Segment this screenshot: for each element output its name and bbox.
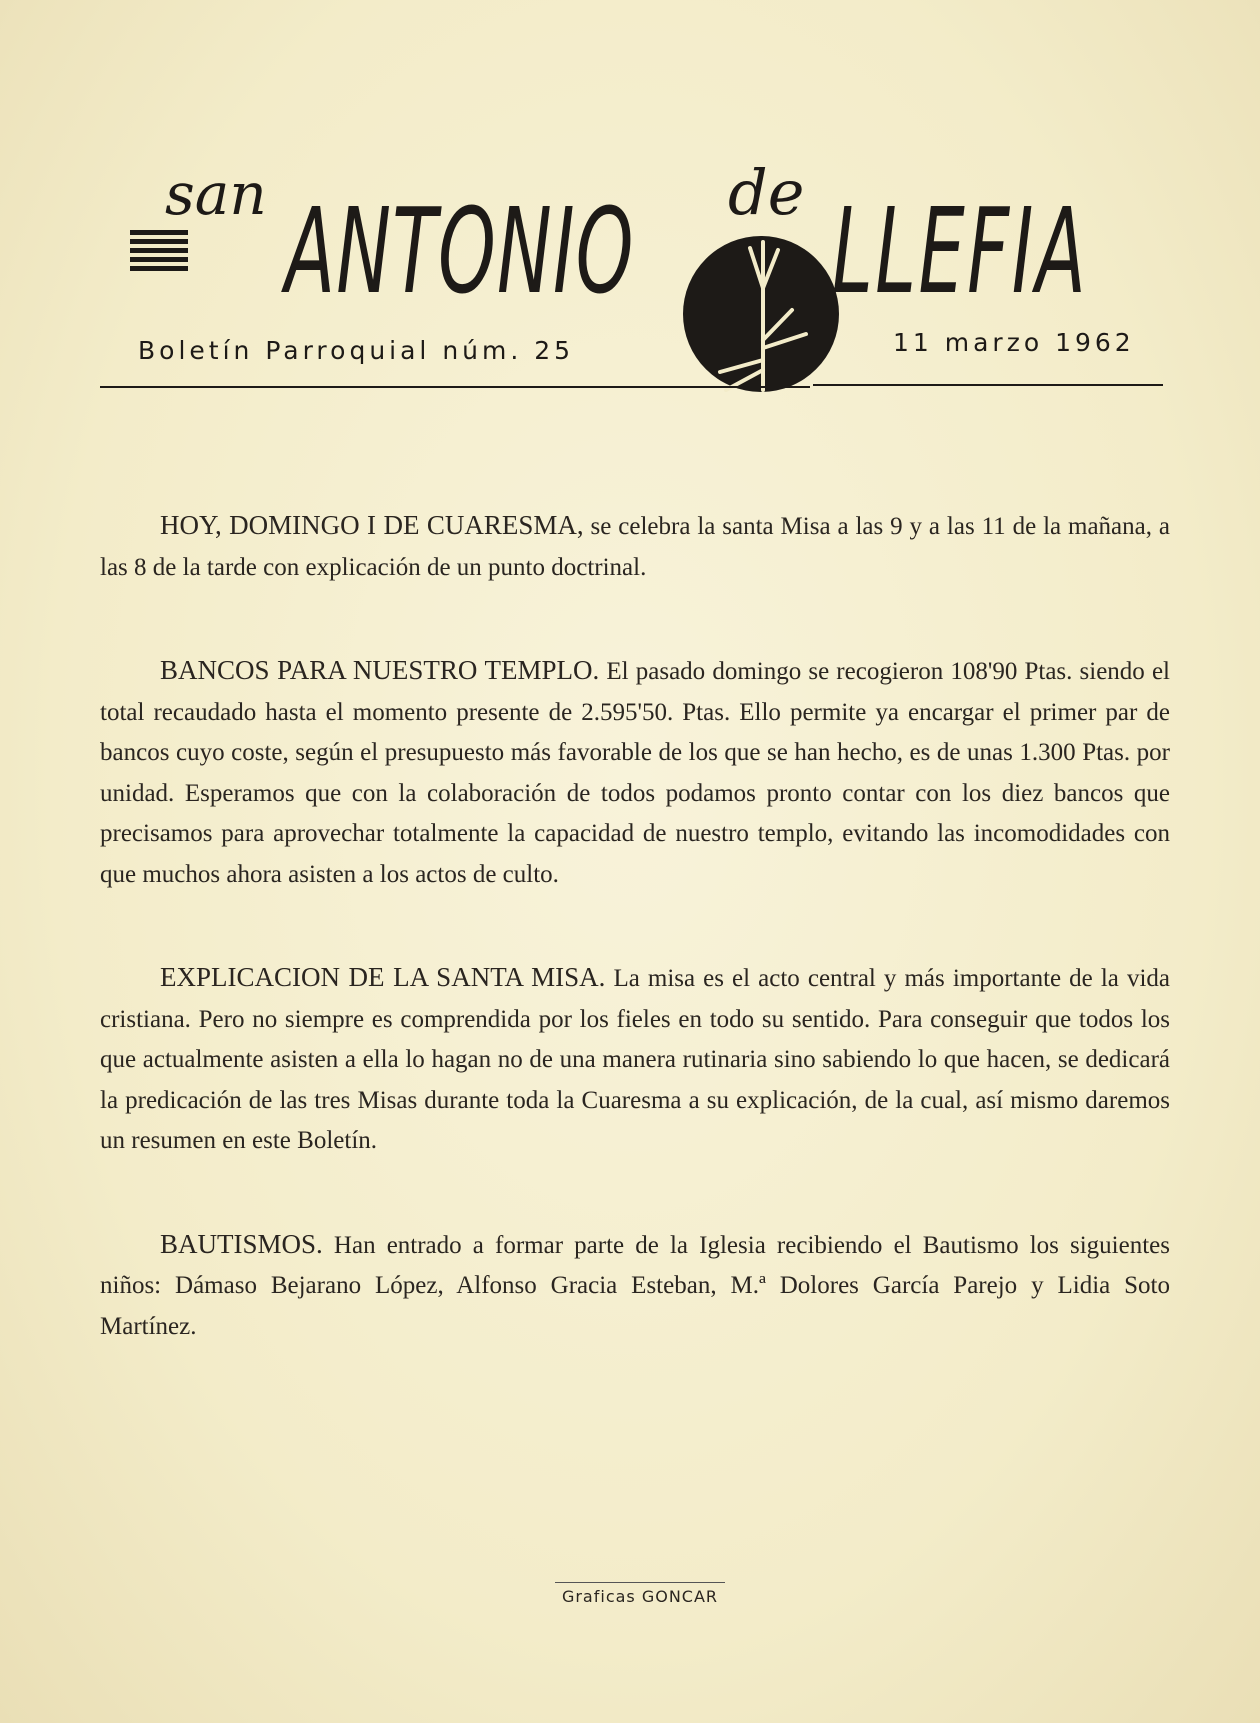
section-heading: BAUTISMOS. <box>160 1228 323 1259</box>
title-llefia: LLEFIA <box>832 182 1089 320</box>
masthead-bars-icon <box>130 230 188 275</box>
footer-rule <box>555 1582 725 1583</box>
palm-branch-emblem-icon <box>680 230 842 395</box>
bulletin-number: Boletín Parroquial núm. 25 <box>138 336 575 365</box>
printer-credit: Graficas GONCAR <box>561 1587 719 1606</box>
title-antonio: ANTONIO <box>285 182 635 320</box>
section-text: La misa es el acto central y más importante de la vida cristiana. Pero no siempre es comprendida por los fieles en todo su sentido. Para conseguir que todos los que actualmente asisten a ella lo hagan no de una manera rutinaria sino sabiendo lo que hacen, se dedicará la predicación de las tres Misas durante toda la Cuaresma a su explicación, de la cual, así mismo daremos un resumen en este Boletín. <box>100 965 1170 1154</box>
section-baptisms <box>100 1224 1170 1348</box>
section-heading: EXPLICACION DE LA SANTA MISA. <box>160 962 606 992</box>
header-rule-right <box>813 384 1163 386</box>
section-mass-schedule <box>100 505 1170 588</box>
bulletin-body <box>100 505 1170 1409</box>
title-san: san <box>165 160 267 228</box>
section-text: El pasado domingo se recogieron 108'90 Ptas. siendo el total recaudado hasta el momento presente de 2.595'50. Ptas. Ello permite ya encargar el primer par de bancos cuyo coste, según el presupuesto más favorable de los que se han hecho, es de unas 1.300 Ptas. por unidad. Esperamos que con la colaboración de todos podamos pronto contar con los diez bancos que precisamos para aprovechar totalmente la capacidad de nuestro templo, evitando las incomodidades con que muchos ahora asisten a los actos de culto. <box>100 658 1170 888</box>
title-de: de <box>728 156 805 229</box>
section-text: se celebra la santa Misa a las 9 y a las 11 de la mañana, a las 8 de la tarde con explicación de un punto doctrinal. <box>100 513 1170 581</box>
section-pews <box>100 650 1170 895</box>
section-heading: HOY, DOMINGO I DE CUARESMA, <box>160 510 584 540</box>
section-heading: BANCOS PARA NUESTRO TEMPLO. <box>160 655 600 685</box>
header-rule-left <box>100 386 810 388</box>
issue-date: 11 marzo 1962 <box>893 328 1135 357</box>
masthead <box>120 120 1160 400</box>
section-mass-explanation <box>100 957 1170 1162</box>
section-text: Han entrado a formar parte de la Iglesia recibiendo el Bautismo los siguientes niños: Dámaso Bejarano López, Alfonso Gracia Esteban, M.ª Dolores García Parejo y Lidia Soto Martínez. <box>100 1231 1170 1340</box>
